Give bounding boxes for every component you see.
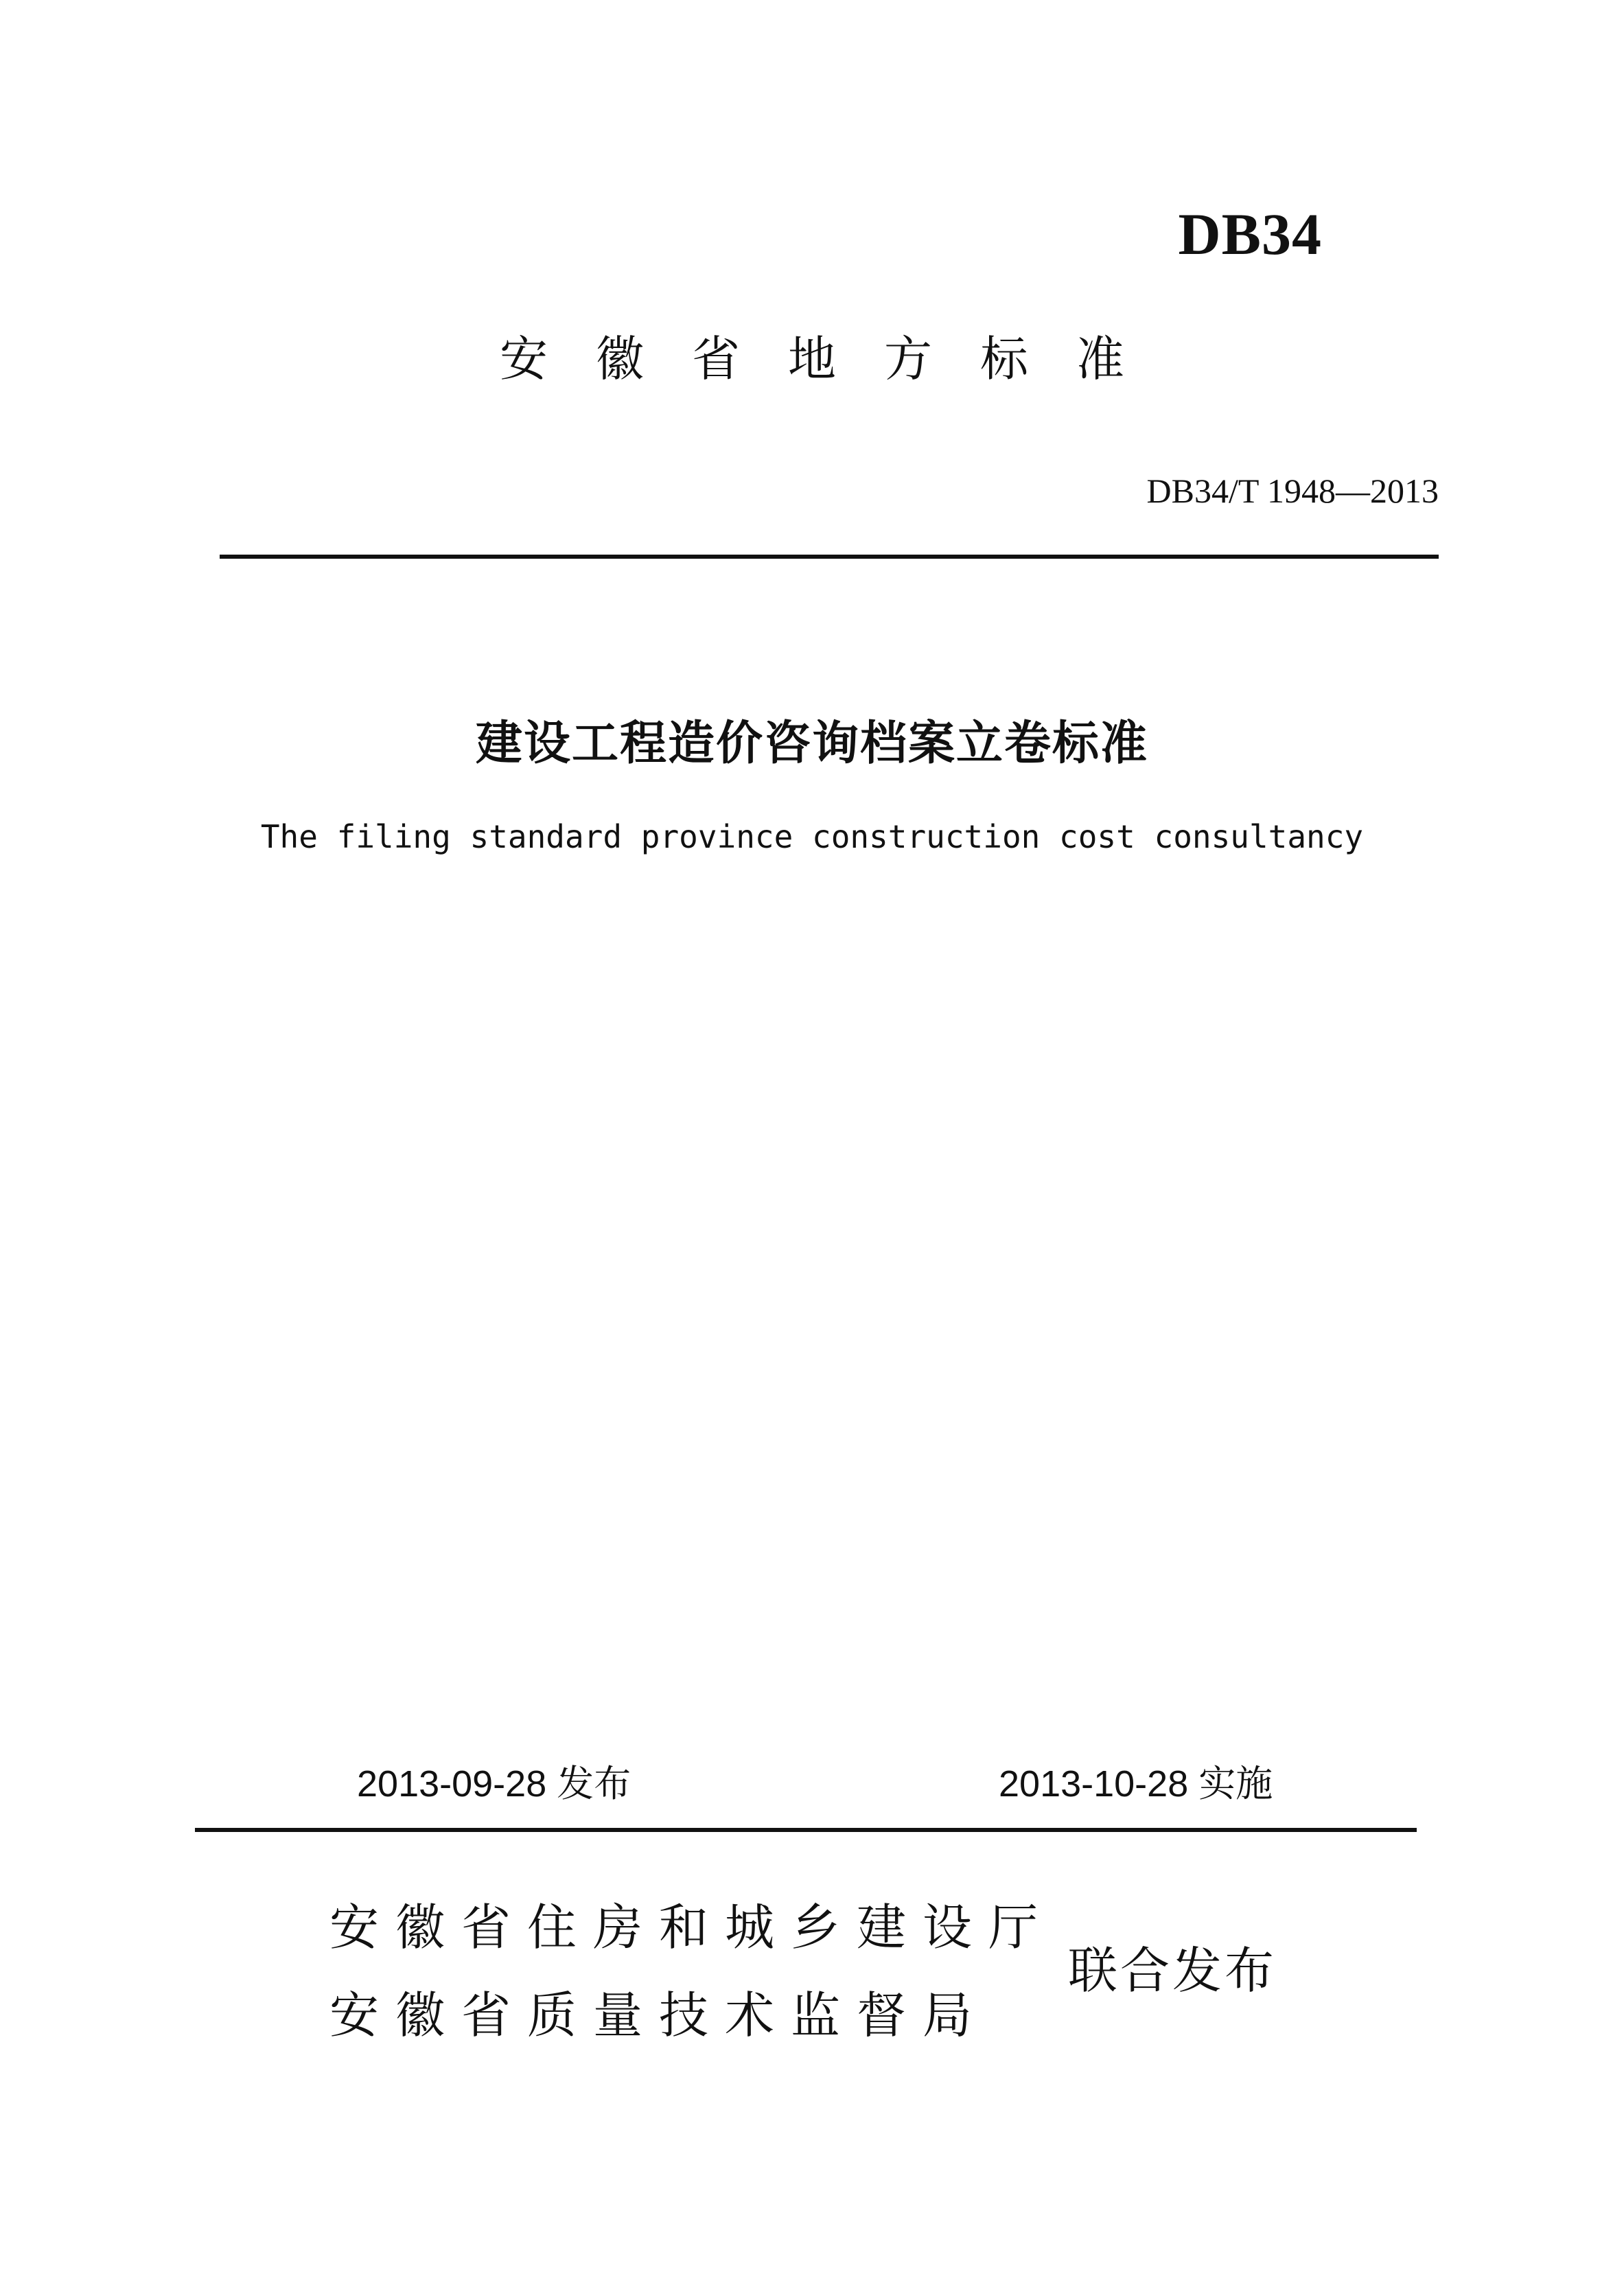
- issuer-housing-department: 安徽省住房和城乡建设厅: [329, 1899, 1055, 1956]
- document-title-chinese: 建设工程造价咨询档案立卷标准: [475, 717, 1148, 771]
- issue-date: 2013-09-28 发布: [357, 1763, 631, 1805]
- bottom-divider: [195, 1828, 1417, 1832]
- document-title-english: The filing standard province construction cost consultancy: [260, 818, 1364, 855]
- standard-number: DB34/T 1948—2013: [1146, 472, 1439, 510]
- standard-code: DB34: [1178, 201, 1322, 267]
- standard-type-heading: 安徽省地方标准: [500, 331, 1172, 387]
- issuer-quality-bureau: 安徽省质量技术监督局: [329, 1986, 989, 2044]
- joint-release-label: 联合发布: [1068, 1942, 1277, 1999]
- implementation-date: 2013-10-28 实施: [999, 1763, 1273, 1805]
- top-divider: [220, 555, 1439, 559]
